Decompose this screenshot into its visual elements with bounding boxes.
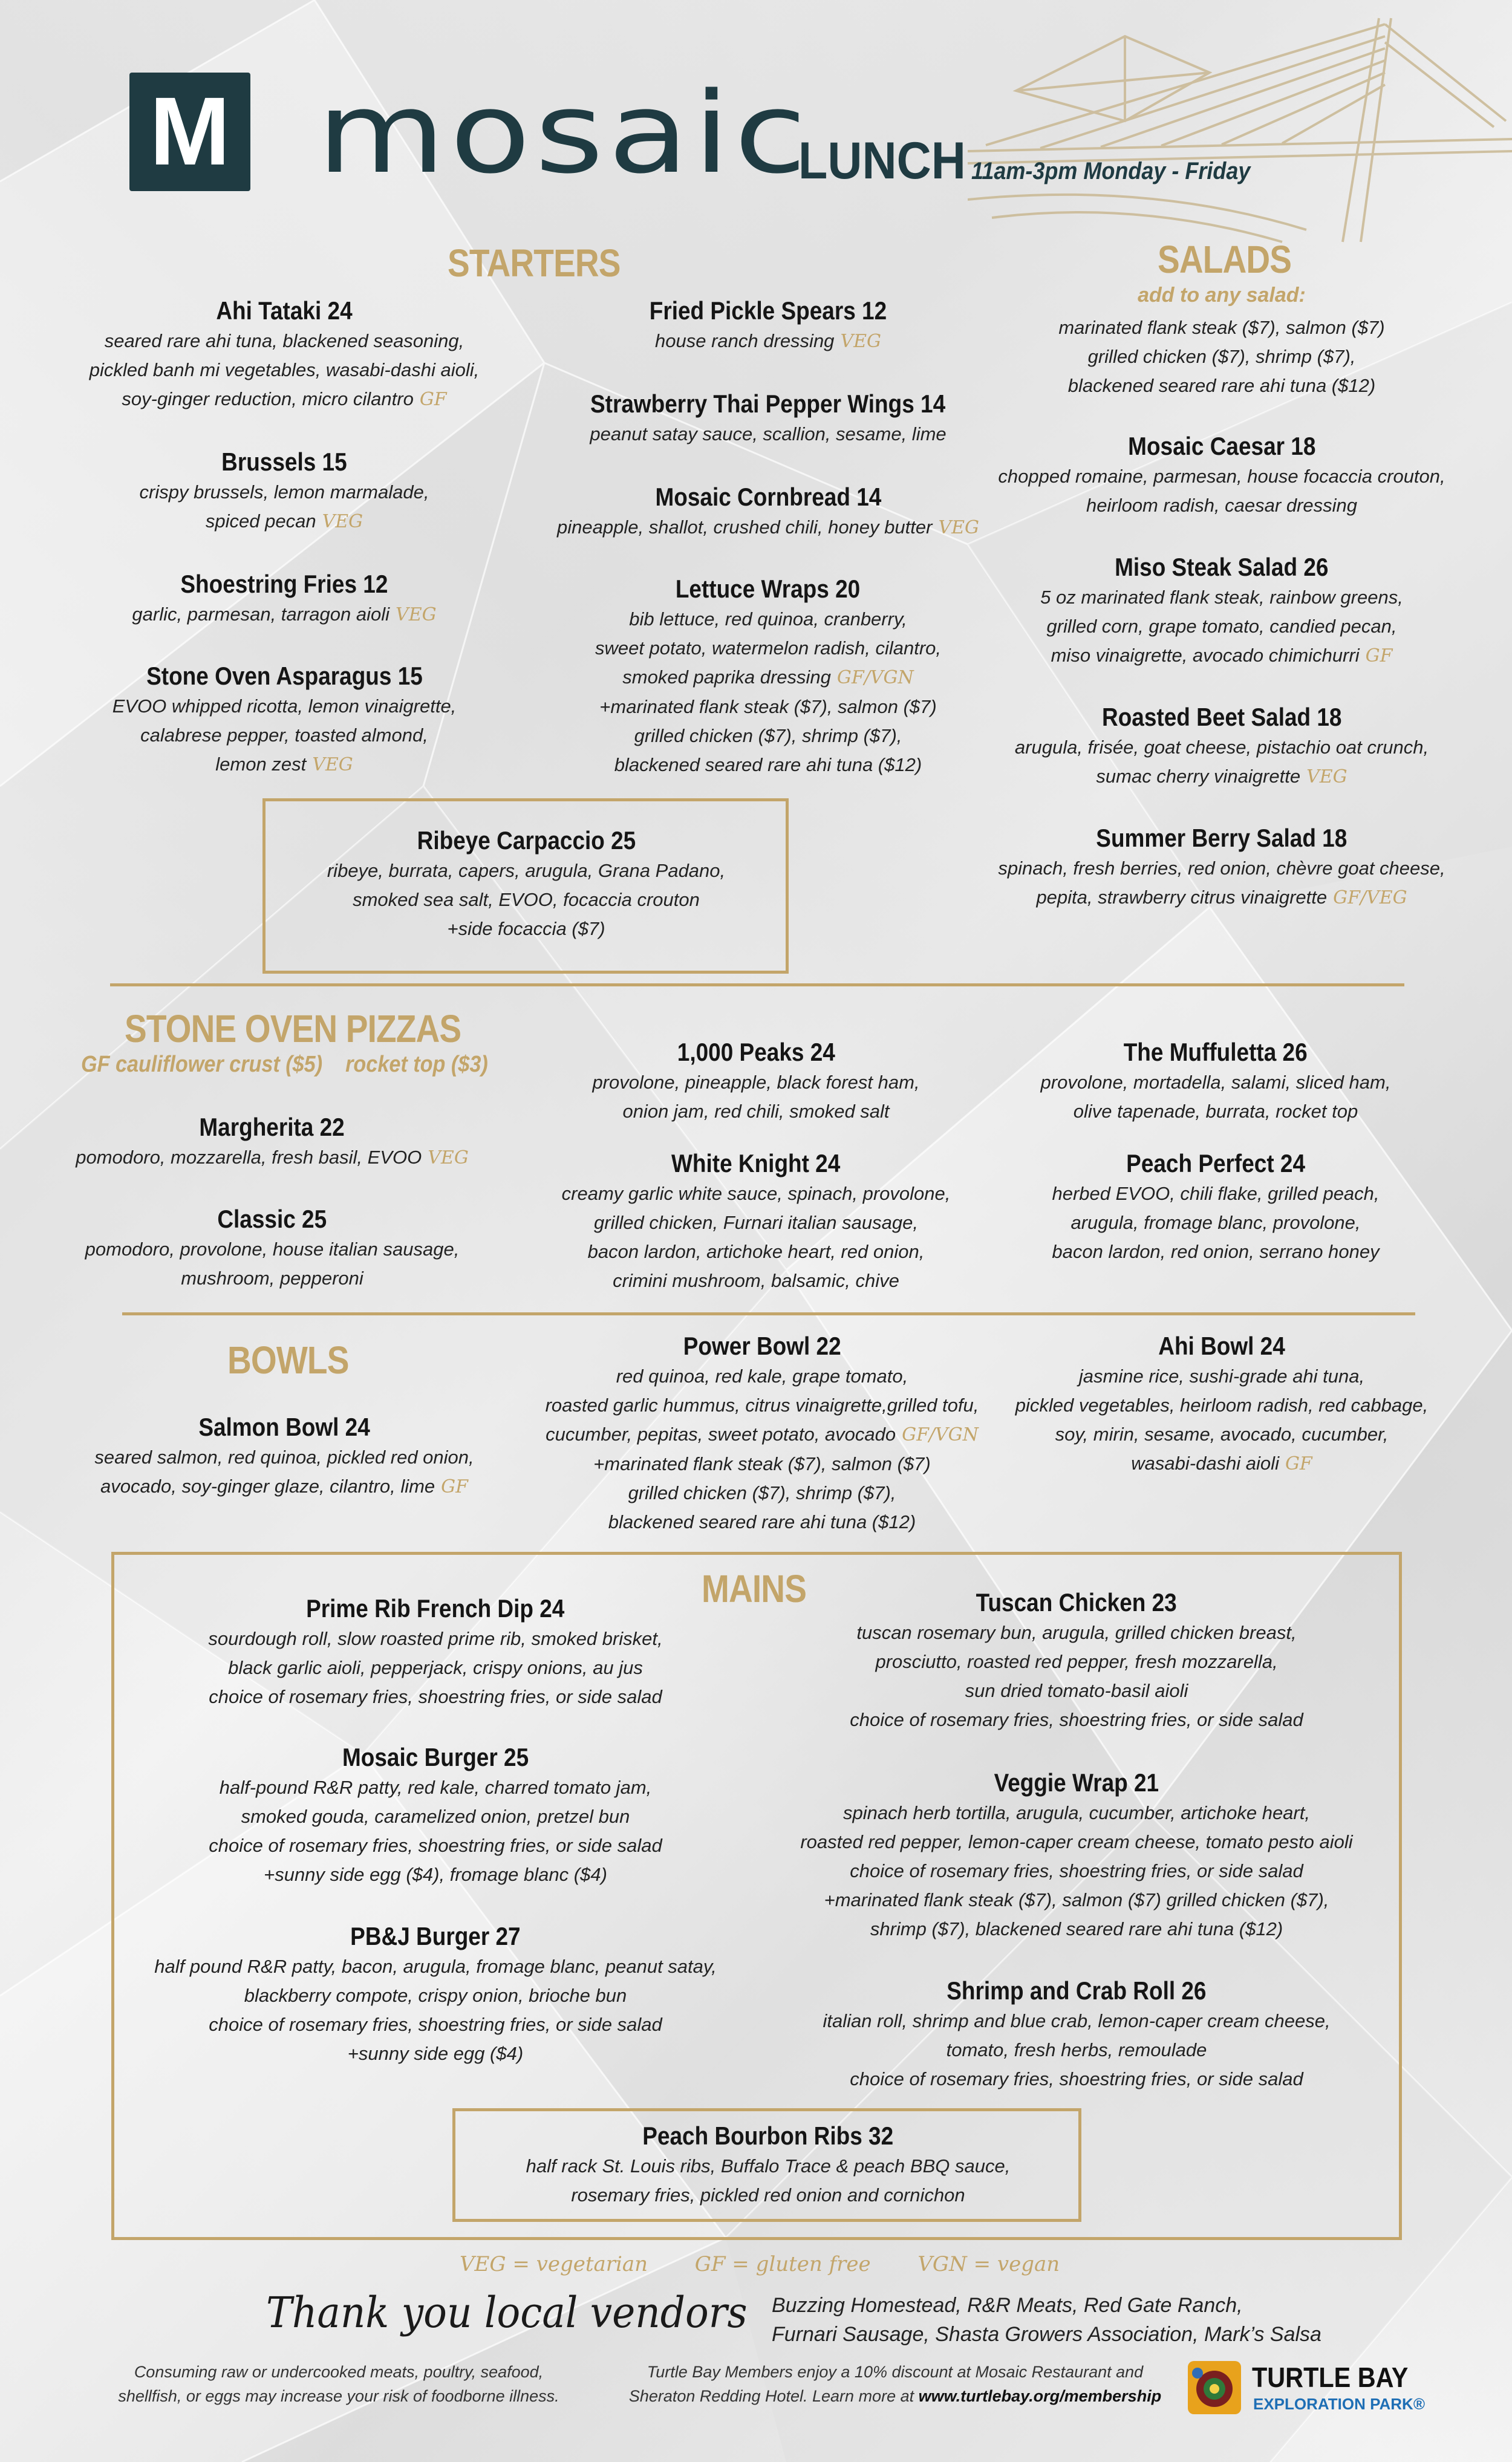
membership-link[interactable]: www.turtlebay.org/membership (918, 2387, 1162, 2405)
membership-line: Turtle Bay Members enjoy a 10% discount at Mosaic Restaurant and (647, 2363, 1144, 2381)
item-description-line: spiced pecan (205, 510, 316, 532)
item-description-line: garlic, parmesan, tarragon aioli (132, 604, 390, 625)
salads-title: SALADS (1158, 238, 1292, 281)
item-description-line: ribeye, burrata, capers, arugula, Grana Padano, (327, 860, 726, 881)
diet-tag: GF (1285, 1453, 1312, 1474)
diet-tag: GF (441, 1476, 468, 1497)
item-description-line: avocado, soy-ginger glaze, cilantro, lime (100, 1476, 435, 1497)
item-description-line: arugula, frisée, goat cheese, pistachio oat crunch, (1014, 737, 1429, 758)
turtle-bay-logo[interactable] (1184, 2357, 1475, 2418)
item-description-line: cucumber, pepitas, sweet potato, avocado (546, 1424, 896, 1445)
item-description-line: bib lettuce, red quinoa, cranberry, (629, 608, 907, 630)
item-description-line: pickled vegetables, heirloom radish, red cabbage, (1015, 1395, 1429, 1416)
diet-tag: VEG (840, 331, 881, 352)
item-description-line: pomodoro, mozzarella, fresh basil, EVOO (76, 1147, 422, 1168)
vendors-line: Furnari Sausage, Shasta Growers Association, Mark’s Salsa (772, 2323, 1321, 2346)
item-name: Lettuce Wraps 20 (676, 575, 861, 603)
item-name: Ribeye Carpaccio 25 (417, 826, 636, 855)
divider-pizzas-bowls (122, 1312, 1415, 1315)
item-description-line: choice of rosemary fries, shoestring fries, or side salad (850, 2068, 1303, 2089)
item-description-line: onion jam, red chili, smoked salt (622, 1101, 890, 1122)
item-description-line: calabrese pepper, toasted almond, (140, 725, 428, 746)
item-name: Prime Rib French Dip 24 (306, 1594, 565, 1623)
menu-item-summer-berry-salad (968, 822, 1476, 913)
item-name: Stone Oven Asparagus 15 (146, 662, 423, 690)
item-description-line: tomato, fresh herbs, remoulade (946, 2039, 1207, 2060)
menu-item-brussels (79, 446, 490, 536)
item-name: Veggie Wrap 21 (994, 1768, 1159, 1797)
item-name: 1,000 Peaks 24 (677, 1038, 835, 1066)
item-description-line: smoked gouda, caramelized onion, pretzel bun (241, 1806, 630, 1827)
logo-block (129, 73, 250, 191)
item-description-line: sun dried tomato-basil aioli (965, 1680, 1188, 1701)
item-description-line: 5 oz marinated flank steak, rainbow greens, (1040, 587, 1403, 608)
item-description-line: roasted red pepper, lemon-caper cream cheese, tomato pesto aioli (800, 1831, 1353, 1852)
menu-item-lettuce-wraps (544, 573, 992, 780)
item-description-line: half-pound R&R patty, red kale, charred tomato jam, (219, 1777, 652, 1798)
item-description-line: bacon lardon, red onion, serrano honey (1052, 1241, 1380, 1262)
item-name: White Knight 24 (671, 1149, 841, 1177)
item-name: Mosaic Cornbread 14 (655, 483, 881, 511)
diet-tag: VEG (312, 754, 353, 775)
item-name: Salmon Bowl 24 (198, 1413, 370, 1441)
salads-addon-line: marinated flank steak ($7), salmon ($7) (1058, 317, 1385, 338)
diet-tag: GF (1365, 645, 1393, 666)
item-description-line: jasmine rice, sushi-grade ahi tuna, (1078, 1366, 1365, 1387)
brand-name: mosaic (317, 68, 811, 198)
item-description-line: +marinated flank steak ($7), salmon ($7) (599, 696, 937, 717)
item-name: Summer Berry Salad 18 (1096, 824, 1347, 852)
item-description-line: tuscan rosemary bun, arugula, grilled chicken breast, (856, 1622, 1297, 1643)
legend-veg: VEG = vegetarian (460, 2252, 648, 2276)
item-description-line: crispy brussels, lemon marmalade, (139, 481, 429, 503)
item-name: Power Bowl 22 (683, 1332, 841, 1360)
item-description-line: mushroom, pepperoni (181, 1268, 363, 1289)
divider-starters-pizzas (110, 983, 1404, 986)
item-name: Peach Bourbon Ribs 32 (642, 2122, 894, 2150)
item-description-line: +side focaccia ($7) (447, 918, 605, 939)
menu-item-margherita (67, 1112, 478, 1173)
item-description-line: black garlic aioli, pepperjack, crispy onions, au jus (228, 1657, 643, 1678)
item-description-line: choice of rosemary fries, shoestring fries, or side salad (850, 1709, 1303, 1730)
membership-note (623, 2360, 1167, 2408)
item-description-line: peanut satay sauce, scallion, sesame, lime (590, 423, 947, 445)
item-name: Mosaic Caesar 18 (1127, 432, 1316, 460)
item-description-line: choice of rosemary fries, shoestring fries, or side salad (209, 1835, 662, 1856)
salads-addon-subtitle: add to any salad: (1138, 284, 1306, 307)
item-description-line: red quinoa, red kale, grape tomato, (616, 1366, 908, 1387)
menu-item-mosaic-caesar (980, 431, 1464, 520)
bowls-title: BOWLS (227, 1338, 349, 1382)
item-description-line: blackberry compote, crispy onion, brioche bun (244, 1985, 627, 2006)
item-description-line: smoked sea salt, EVOO, focaccia crouton (353, 889, 700, 910)
item-description-line: EVOO whipped ricotta, lemon vinaigrette, (112, 695, 457, 717)
menu-item-fried-pickle-spears (538, 295, 998, 356)
item-name: Roasted Beet Salad 18 (1101, 703, 1342, 731)
item-description-line: rosemary fries, pickled red onion and cornichon (571, 2184, 965, 2206)
menu-item-roasted-beet-salad (980, 702, 1464, 792)
item-description-line: grilled chicken ($7), shrimp ($7), (628, 1482, 896, 1503)
hours: 11am-3pm Monday - Friday (971, 158, 1251, 184)
legend-gf: GF = gluten free (694, 2252, 871, 2276)
mains-title: MAINS (702, 1567, 807, 1610)
item-description-line: lemon zest (215, 754, 307, 775)
item-name: Mosaic Burger 25 (342, 1743, 529, 1771)
item-description-line: house ranch dressing (655, 330, 835, 351)
item-description-line: blackened seared rare ahi tuna ($12) (614, 754, 922, 775)
item-description-line: soy-ginger reduction, micro cilantro (122, 388, 414, 409)
item-description-line: arugula, fromage blanc, provolone, (1070, 1212, 1361, 1233)
item-description-line: choice of rosemary fries, shoestring fries, or side salad (850, 1860, 1303, 1881)
item-description-line: grilled chicken ($7), shrimp ($7), (634, 725, 902, 746)
item-name: The Muffuletta 26 (1124, 1038, 1308, 1066)
item-name: Tuscan Chicken 23 (976, 1588, 1178, 1617)
logo-letter: M (149, 77, 230, 185)
bridge-illustration (968, 0, 1512, 254)
menu-item-shoestring-fries (79, 568, 490, 630)
warning-line: Consuming raw or undercooked meats, poultry, seafood, (134, 2363, 544, 2381)
item-description-line: shrimp ($7), blackened seared rare ahi tuna ($12) (870, 1918, 1283, 1939)
item-name: Ahi Bowl 24 (1158, 1332, 1285, 1360)
registered-mark: ® (1413, 2395, 1425, 2413)
diet-tag: VEG (1306, 766, 1347, 787)
item-description-line: +sunny side egg ($4) (347, 2043, 524, 2064)
item-description-line: grilled corn, grape tomato, candied pecan, (1046, 616, 1397, 637)
item-description-line: roasted garlic hummus, citrus vinaigrette,grilled tofu, (545, 1395, 979, 1416)
item-name: PB&J Burger 27 (350, 1922, 521, 1950)
salads-addons (980, 313, 1464, 400)
item-description-line: crimini mushroom, balsamic, chive (613, 1270, 899, 1291)
vendors-list (772, 2291, 1321, 2349)
menu-item-ahi-tataki (79, 295, 490, 414)
item-name: Fried Pickle Spears 12 (649, 296, 887, 325)
item-description-line: provolone, mortadella, salami, sliced ham, (1040, 1072, 1391, 1093)
menu-item-miso-steak-salad (980, 552, 1464, 671)
menu-item-mosaic-cornbread (520, 481, 1016, 542)
item-name: Classic 25 (217, 1205, 327, 1233)
menu-item-peaks (544, 1037, 968, 1126)
item-description-line: italian roll, shrimp and blue crab, lemon-caper cream cheese, (823, 2010, 1331, 2031)
item-name: Strawberry Thai Pepper Wings 14 (590, 389, 946, 418)
item-description-line: pomodoro, provolone, house italian sausage, (85, 1239, 460, 1260)
foodborne-warning (73, 2360, 605, 2408)
menu-item-prime-rib-french-dip (133, 1593, 738, 1711)
item-description-line: olive tapenade, burrata, rocket top (1073, 1101, 1358, 1122)
turtle-bay-name: TURTLE BAY (1252, 2362, 1409, 2393)
item-name: Brussels 15 (221, 448, 347, 476)
item-description-line: spinach herb tortilla, arugula, cucumber, artichoke heart, (843, 1802, 1310, 1823)
item-description-line: +marinated flank steak ($7), salmon ($7) (593, 1453, 931, 1474)
item-description-line: prosciutto, roasted red pepper, fresh mozzarella, (875, 1651, 1278, 1672)
item-description-line: herbed EVOO, chili flake, grilled peach, (1052, 1183, 1380, 1204)
item-description-line: half pound R&R patty, bacon, arugula, fromage blanc, peanut satay, (154, 1956, 717, 1977)
item-description-line: sumac cherry vinaigrette (1096, 766, 1301, 787)
menu-item-veggie-wrap (762, 1767, 1391, 1944)
thanks-vendors-heading: Thank you local vendors (266, 2288, 748, 2337)
item-description-line: +sunny side egg ($4), fromage blanc ($4) (264, 1864, 607, 1885)
menu-name: LUNCH (798, 132, 966, 190)
menu-item-stone-oven-asparagus (60, 660, 508, 780)
salads-addon-line: blackened seared rare ahi tuna ($12) (1067, 375, 1376, 396)
menu-item-classic (67, 1203, 478, 1293)
item-description-line: pepita, strawberry citrus vinaigrette (1036, 887, 1328, 908)
item-description-line: seared rare ahi tuna, blackened seasoning, (104, 330, 464, 351)
item-description-line: wasabi-dashi aioli (1131, 1453, 1279, 1474)
vendors-line: Buzzing Homestead, R&R Meats, Red Gate Ranch, (772, 2294, 1243, 2317)
diet-tag: GF/VGN (836, 667, 914, 688)
menu-item-ahi-bowl (992, 1330, 1452, 1479)
diet-tag: VEG (322, 511, 363, 532)
item-name: Ahi Tataki 24 (216, 296, 353, 325)
starters-title: STARTERS (448, 241, 621, 285)
item-description-line: grilled chicken, Furnari italian sausage, (594, 1212, 918, 1233)
item-description-line: +marinated flank steak ($7), salmon ($7) grilled chicken ($7), (824, 1889, 1329, 1910)
item-description-line: choice of rosemary fries, shoestring fries, or side salad (209, 2014, 662, 2035)
item-description-line: half rack St. Louis ribs, Buffalo Trace & peach BBQ sauce, (526, 2155, 1011, 2177)
item-description-line: pineapple, shallot, crushed chili, honey butter (557, 516, 933, 538)
item-description-line: smoked paprika dressing (622, 666, 831, 688)
item-description-line: provolone, pineapple, black forest ham, (592, 1072, 920, 1093)
diet-tag: VEG (396, 604, 437, 625)
item-description-line: chopped romaine, parmesan, house focaccia crouton, (998, 466, 1445, 487)
diet-tag: GF/VEG (1333, 887, 1407, 908)
item-description-line: miso vinaigrette, avocado chimichurri (1051, 645, 1360, 666)
menu-item-white-knight (520, 1148, 992, 1295)
item-name: Margherita 22 (199, 1113, 345, 1141)
ribs-box (452, 2108, 1081, 2222)
item-description-line: seared salmon, red quinoa, pickled red onion, (94, 1447, 474, 1468)
menu-item-salmon-bowl (73, 1412, 496, 1502)
item-description-line: heirloom radish, caesar dressing (1086, 495, 1357, 516)
ribeye-box (262, 798, 789, 974)
item-name: Peach Perfect 24 (1126, 1149, 1305, 1177)
legend-vgn: VGN = vegan (917, 2252, 1060, 2276)
item-description-line: creamy garlic white sauce, spinach, provolone, (561, 1183, 951, 1204)
menu-item-the-muffuletta (1004, 1037, 1427, 1126)
warning-line: shellfish, or eggs may increase your risk of foodborne illness. (118, 2387, 559, 2405)
item-description-line: blackened seared rare ahi tuna ($12) (608, 1511, 916, 1532)
item-name: Miso Steak Salad 26 (1115, 553, 1329, 581)
item-name: Shoestring Fries 12 (180, 570, 388, 598)
diet-tag: VEG (428, 1147, 469, 1168)
menu-item-pb-j-burger (133, 1921, 738, 2068)
diet-tag: GF/VGN (902, 1424, 979, 1445)
menu-item-shrimp-and-crab-roll (762, 1975, 1391, 2094)
menu-item-peach-perfect (1004, 1148, 1427, 1266)
item-description-line: choice of rosemary fries, shoestring fries, or side salad (209, 1686, 662, 1707)
turtle-bay-subtitle: EXPLORATION PARK (1253, 2395, 1413, 2413)
menu-item-strawberry-thai-pepper-wings (538, 388, 998, 449)
item-name: Shrimp and Crab Roll 26 (947, 1976, 1207, 2005)
salads-addon-line: grilled chicken ($7), shrimp ($7), (1087, 346, 1356, 367)
pizzas-title: STONE OVEN PIZZAS (125, 1007, 461, 1050)
diet-legend (460, 2252, 1064, 2276)
menu-item-tuscan-chicken (762, 1587, 1391, 1734)
item-description-line: sourdough roll, slow roasted prime rib, smoked brisket, (208, 1628, 663, 1649)
item-description-line: soy, mirin, sesame, avocado, cucumber, (1055, 1424, 1389, 1445)
membership-line: Sheraton Redding Hotel. Learn more at (628, 2387, 919, 2405)
item-description-line: spinach, fresh berries, red onion, chèvre goat cheese, (998, 858, 1445, 879)
item-description-line: pickled banh mi vegetables, wasabi-dashi aioli, (89, 359, 480, 380)
item-description-line: bacon lardon, artichoke heart, red onion, (587, 1241, 925, 1262)
menu-item-mosaic-burger (133, 1742, 738, 1889)
item-description-line: sweet potato, watermelon radish, cilantro, (595, 637, 942, 659)
turtle-bay-mark-icon (1184, 2357, 1245, 2418)
menu-item-power-bowl (520, 1330, 1004, 1537)
diet-tag: VEG (938, 517, 979, 538)
pizzas-subtitle: GF cauliflower crust ($5) rocket top ($3) (81, 1052, 488, 1077)
diet-tag: GF (419, 389, 447, 410)
